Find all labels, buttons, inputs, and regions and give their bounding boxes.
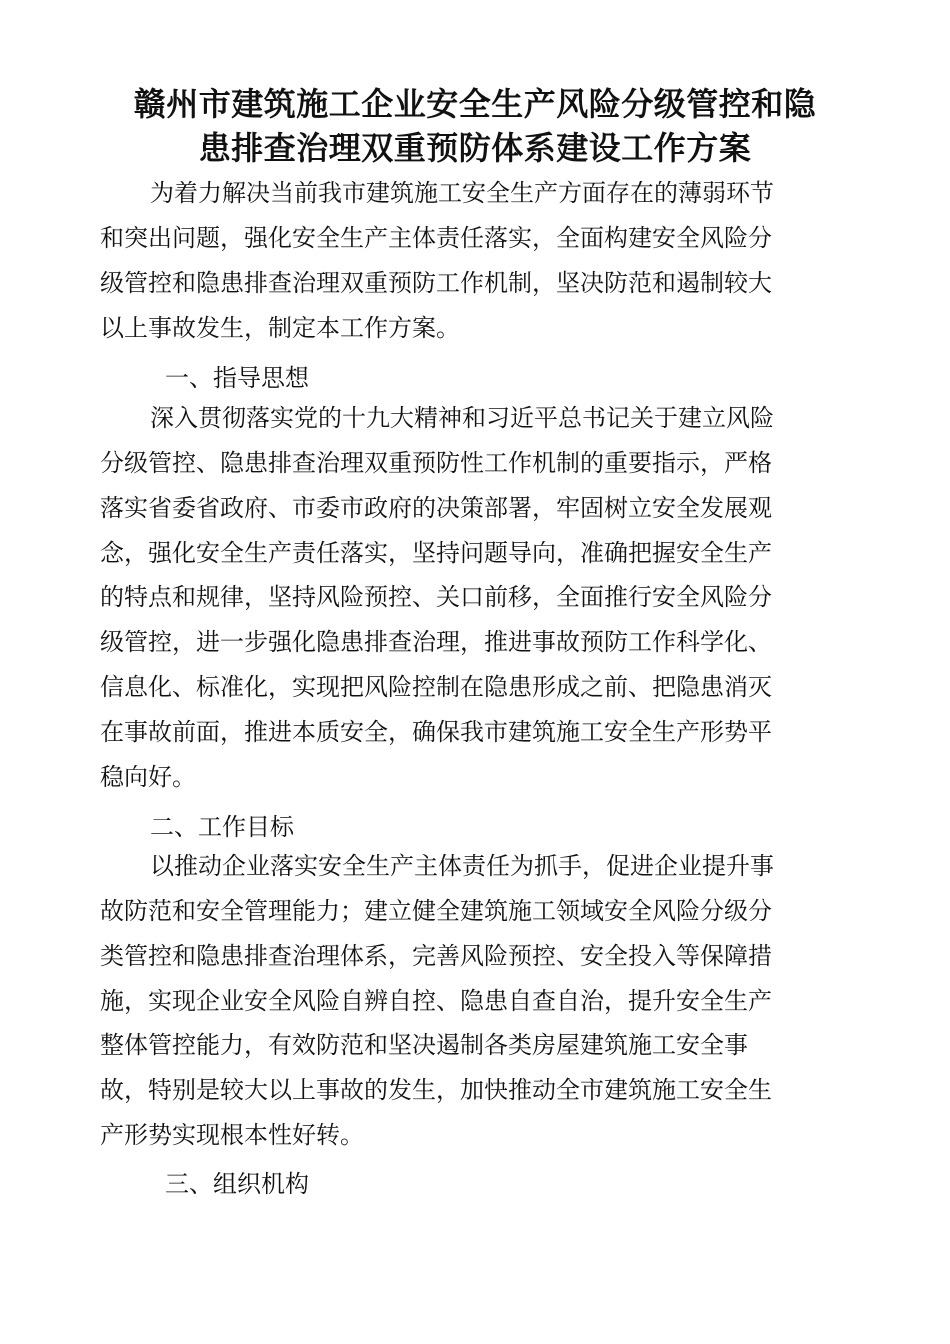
section-1-line: 在事故前面，推进本质安全，确保我市建筑施工安全生产形势平 bbox=[100, 718, 772, 746]
section-1-line: 级管控，进一步强化隐患排查治理，推进事故预防工作科学化、 bbox=[100, 628, 772, 656]
intro-line: 以上事故发生，制定本工作方案。 bbox=[100, 314, 460, 342]
section-1-line: 分级管控、隐患排查治理双重预防性工作机制的重要指示，严格 bbox=[100, 449, 772, 477]
section-1-line: 稳向好。 bbox=[100, 763, 196, 791]
section-1-line: 的特点和规律，坚持风险预控、关口前移，全面推行安全风险分 bbox=[100, 583, 772, 611]
section-2-line: 施，实现企业安全风险自辨自控、隐患自查自治，提升安全生产 bbox=[100, 987, 772, 1015]
section-1-line: 深入贯彻落实党的十九大精神和习近平总书记关于建立风险 bbox=[150, 404, 774, 432]
document-title-line-2: 患排查治理双重预防体系建设工作方案 bbox=[198, 129, 752, 167]
intro-line: 为着力解决当前我市建筑施工安全生产方面存在的薄弱环节 bbox=[150, 179, 774, 207]
section-2-line: 产形势实现根本性好转。 bbox=[100, 1121, 364, 1149]
section-2-line: 类管控和隐患排查治理体系，完善风险预控、安全投入等保障措 bbox=[100, 942, 772, 970]
section-heading-1: 一、指导思想 bbox=[165, 364, 309, 392]
section-heading-2: 二、工作目标 bbox=[150, 813, 294, 841]
intro-line: 和突出问题，强化安全生产主体责任落实，全面构建安全风险分 bbox=[100, 224, 772, 252]
section-2-line: 整体管控能力，有效防范和坚决遏制各类房屋建筑施工安全事 bbox=[100, 1031, 748, 1059]
document-title-line-1: 赣州市建筑施工企业安全生产风险分级管控和隐 bbox=[133, 85, 817, 123]
section-1-line: 信息化、标准化，实现把风险控制在隐患形成之前、把隐患消灭 bbox=[100, 673, 772, 701]
section-2-line: 以推动企业落实安全生产主体责任为抓手，促进企业提升事 bbox=[150, 852, 774, 880]
section-2-line: 故防范和安全管理能力；建立健全建筑施工领域安全风险分级分 bbox=[100, 897, 772, 925]
section-1-line: 落实省委省政府、市委市政府的决策部署，牢固树立安全发展观 bbox=[100, 494, 772, 522]
section-heading-3: 三、组织机构 bbox=[165, 1170, 309, 1198]
section-2-line: 故，特别是较大以上事故的发生，加快推动全市建筑施工安全生 bbox=[100, 1076, 772, 1104]
section-1-line: 念，强化安全生产责任落实，坚持问题导向，准确把握安全生产 bbox=[100, 539, 772, 567]
intro-line: 级管控和隐患排查治理双重预防工作机制，坚决防范和遏制较大 bbox=[100, 269, 772, 297]
